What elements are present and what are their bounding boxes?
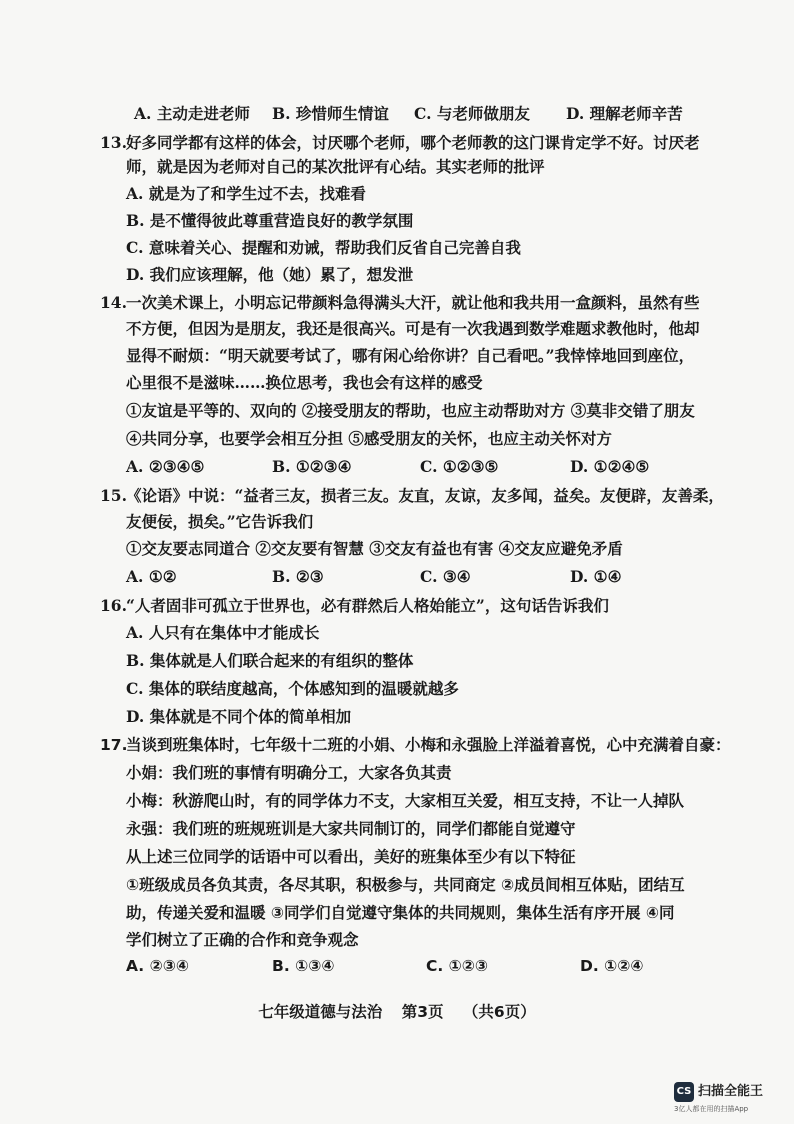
- q16-stem: 16.“人者固非可孤立于世界也，必有群然后人格始能立”，这句话告诉我们: [100, 596, 609, 615]
- q13-option-c: C. 意味着关心、提醒和劝诫，帮助我们反省自己完善自我: [126, 238, 521, 257]
- q13-stem-line-1: 13.好多同学都有这样的体会，讨厌哪个老师，哪个老师教的这门课肯定学不好。讨厌老: [100, 133, 700, 152]
- q17-item-line-1: ①班级成员各负其责，各尽其职，积极参与，共同商定 ②成员间相互体贴，团结互: [126, 876, 685, 894]
- q17-quote-xiaomei: 小梅：秋游爬山时，有的同学体力不支，大家相互关爱，相互支持，不让一人掉队: [126, 792, 685, 810]
- q13-option-d: D. 我们应该理解，他（她）累了，想发泄: [126, 265, 414, 284]
- q17-stem: 17.当谈到班集体时，七年级十二班的小娟、小梅和永强脸上洋溢着喜悦，心中充满着自豪：: [100, 736, 731, 754]
- q12-option-d: D. 理解老师辛苦: [566, 104, 683, 123]
- q14-option-d: D. ①②④⑤: [570, 457, 650, 476]
- q17-option-b: B. ①③④: [272, 957, 335, 975]
- q17-option-c: C. ①②③: [426, 957, 489, 975]
- q17-number: 17.: [100, 736, 128, 754]
- watermark-tagline: 3亿人都在用的扫描App: [674, 1105, 749, 1113]
- q16-option-d: D. 集体就是不同个体的简单相加: [126, 707, 352, 726]
- q15-option-c: C. ③④: [420, 567, 471, 586]
- q14-stem-line-3: 显得不耐烦：“明天就要考试了，哪有闲心给你讲？自己看吧。”我悻悻地回到座位，: [126, 346, 695, 365]
- watermark-name: 扫描全能王: [698, 1084, 764, 1099]
- q13-number: 13.: [100, 133, 127, 152]
- q12-option-b: B. 珍惜师生情谊: [272, 104, 389, 123]
- footer-total-pages: （共6页）: [462, 1003, 536, 1021]
- q13-option-b: B. 是不懂得彼此尊重营造良好的教学氛围: [126, 211, 414, 230]
- scanner-watermark: [674, 1080, 780, 1116]
- q17-quote-yongqiang: 永强：我们班的班规班训是大家共同制订的，同学们都能自觉遵守: [126, 820, 576, 838]
- q17-item-line-3: 学们树立了正确的合作和竞争观念: [126, 931, 359, 949]
- q14-stem-line-2: 不方便，但因为是朋友，我还是很高兴。可是有一次我遇到数学难题求教他时，他却: [126, 319, 700, 338]
- q14-option-c: C. ①②③⑤: [420, 457, 499, 476]
- q15-option-a: A. ①②: [126, 567, 177, 586]
- q15-items: ①交友要志同道合 ②交友要有智慧 ③交友有益也有害 ④交友应避免矛盾: [126, 539, 623, 558]
- footer-page-number: 第3页: [401, 1003, 444, 1021]
- q16-option-a: A. 人只有在集体中才能成长: [126, 623, 320, 642]
- q16-number: 16.: [100, 596, 127, 615]
- q17-quote-xiaojuan: 小娟：我们班的事情有明确分工，大家各负其责: [126, 764, 452, 782]
- q14-stem-line-4: 心里很不是滋味……换位思考，我也会有这样的感受: [126, 373, 483, 392]
- q12-option-a: A. 主动走进老师: [134, 104, 250, 123]
- q13-option-a: A. 就是为了和学生过不去，找难看: [126, 184, 366, 203]
- page-footer: [0, 1000, 794, 1022]
- q17-option-d: D. ①②④: [580, 957, 644, 975]
- q14-option-b: B. ①②③④: [272, 457, 352, 476]
- q14-option-a: A. ②③④⑤: [126, 457, 205, 476]
- q15-option-b: B. ②③: [272, 567, 324, 586]
- q14-item-line-2: ④共同分享，也要学会相互分担 ⑤感受朋友的关怀，也应主动关怀对方: [126, 429, 612, 448]
- q17-prompt: 从上述三位同学的话语中可以看出，美好的班集体至少有以下特征: [126, 848, 576, 866]
- q14-stem-line-1: 14.一次美术课上，小明忘记带颜料急得满头大汗，就让他和我共用一盒颜料，虽然有些: [100, 293, 700, 312]
- q15-stem-line-2: 友便佞，损矣。”它告诉我们: [126, 512, 314, 531]
- q16-option-c: C. 集体的联结度越高，个体感知到的温暖就越多: [126, 679, 459, 698]
- q15-stem-line-1: 15.《论语》中说：“益者三友，损者三友。友直，友谅，友多闻，益矣。友便辟，友善柔，: [100, 486, 724, 505]
- q16-option-b: B. 集体就是人们联合起来的有组织的整体: [126, 651, 414, 670]
- q14-item-line-1: ①友谊是平等的、双向的 ②接受朋友的帮助，也应主动帮助对方 ③莫非交错了朋友: [126, 401, 695, 420]
- footer-subject: 七年级道德与法治: [258, 1003, 383, 1021]
- q15-number: 15.: [100, 486, 127, 505]
- q14-number: 14.: [100, 293, 127, 312]
- camscanner-logo-icon: CS: [674, 1082, 694, 1102]
- q15-option-d: D. ①④: [570, 567, 622, 586]
- q12-option-c: C. 与老师做朋友: [414, 104, 530, 123]
- q17-item-line-2: 助，传递关爱和温暖 ③同学们自觉遵守集体的共同规则，集体生活有序开展 ④同: [126, 904, 675, 922]
- q17-option-a: A. ②③④: [126, 957, 189, 975]
- q13-stem-line-2: 师，就是因为老师对自己的某次批评有心结。其实老师的批评: [126, 157, 545, 176]
